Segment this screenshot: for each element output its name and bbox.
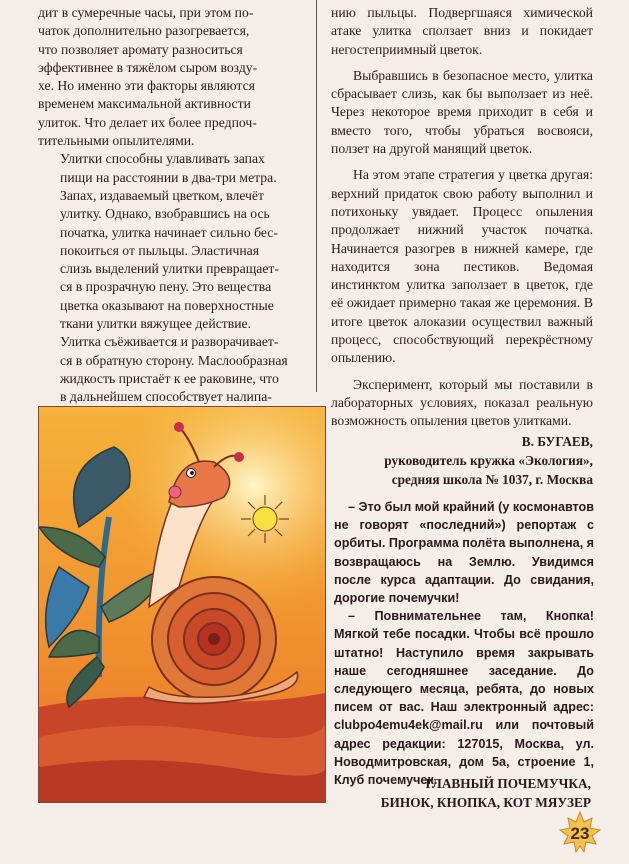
text-line: жидкость пристаёт к ее раковине, что	[60, 370, 279, 386]
right-column-text	[331, 4, 593, 439]
left-paragraph-1	[38, 4, 300, 150]
text-line: эффективнее в тяжёлом сыром возду-	[38, 59, 258, 75]
text-line: слизь выделений улитки превращает-	[60, 261, 279, 277]
signoff-line-2: БИНОК, КНОПКА, КОТ МЯУЗЕР	[380, 795, 591, 810]
dialog-paragraph-2: – Повнимательнее там, Кнопка! Мягкой тебе посадки. Чтобы всё прошло штатно! Наступило время закрывать наше сегодняшнее заседание. До следующего месяца, ребята, до новых писем от вас. Наш электронный адрес: clubpo4emu4ek@mail.ru или почтовый адрес редакции: 127015, Москва, ул. Новодмитровская, дом 5а, строение 1, Клуб почемучек.	[334, 609, 594, 788]
left-paragraph-2	[38, 150, 300, 406]
dialog-block	[334, 498, 594, 789]
snail-illustration	[38, 406, 326, 803]
signoff-line-1: ГЛАВНЫЙ ПОЧЕМУЧКА,	[425, 776, 591, 791]
author-name: В. БУГАЕВ,	[521, 434, 593, 449]
right-paragraph-2: Выбравшись в безопасное место, улитка сбрасывает слизь, как бы выползает из неё. Через некоторое время приходит в себя и вместо того, чтобы убраться восвояси, ползет на другой манящий цветок.	[331, 67, 593, 157]
text-line: тительными опылителями.	[38, 133, 195, 149]
sun-icon	[241, 495, 289, 543]
text-line: улитку. Однако, взобравшись на ось	[60, 206, 270, 222]
author-signature	[323, 432, 593, 489]
text-line: покоиться от пыльцы. Эластичная	[60, 242, 260, 258]
text-line: хе. Но именно эти факторы являются	[38, 78, 255, 94]
snail-shell	[152, 577, 276, 701]
text-line: улиток. Что делает их более предпоч-	[38, 114, 257, 130]
signoff	[321, 774, 591, 812]
text-line: ся в обратную сторону. Маслообразная	[60, 352, 288, 368]
text-line: початка, улитка начинает сильно бес-	[60, 224, 278, 240]
text-line: цветка оказывают на поверхностные	[60, 297, 274, 313]
right-paragraph-4: Эксперимент, который мы поставили в лабораторных условиях, показал реальную возможность опыления цветов улитками.	[331, 376, 593, 429]
text-line: Улитка съёживается и разворачивает-	[60, 334, 279, 350]
right-paragraph-3: На этом этапе стратегия у цветка другая: верхний придаток свою работу выполнил и потихоньку увядает. Процесс опыления продолжает нижний участок початка. Начинается разогрев в нижней камере, где находится зона пестиков. Ведомая инстинктом улитка заползает в цветок, где её ожидает примерно такая же церемония. В итоге цветок алоказии осуществил важный процесс, способствующий перекрёстному опылению.	[331, 167, 593, 366]
right-paragraph-1: нию пыльцы. Подвергшаяся химической атаке улитка сползает вниз и покидает негостеприимный цветок.	[331, 5, 593, 57]
text-line: в дальнейшем способствует налипа-	[60, 389, 272, 405]
text-line: пищи на расстоянии в два-три метра.	[60, 169, 277, 185]
text-line: дит в сумеречные часы, при этом по-	[38, 5, 254, 20]
dialog-paragraph-1: – Это был мой крайний (у космонавтов не говорят «последний») репортаж с орбиты. Программа полёта выполнена, я возвращаюсь на Землю. Увидимся после курса адаптации. До свидания, дорогие почемучки!	[334, 500, 594, 606]
page-number-badge	[556, 810, 604, 858]
page-number: 23	[570, 824, 590, 843]
text-line: чаток дополнительно разогревается,	[38, 23, 250, 39]
text-line: ся в прозрачную пену. Это вещества	[60, 279, 272, 295]
text-line: Запах, издаваемый цветком, влечёт	[60, 187, 264, 203]
text-line: что позволяет аромату разноситься	[38, 41, 243, 57]
author-school: средняя школа № 1037, г. Москва	[391, 472, 593, 487]
text-line: ткани улитки вяжущее действие.	[60, 316, 252, 332]
text-line: временем максимальной активности	[38, 96, 251, 112]
left-column-text	[38, 4, 300, 407]
text-line: Улитки способны улавливать запах	[60, 151, 265, 167]
author-role: руководитель кружка «Экология»,	[384, 453, 593, 468]
column-divider	[316, 0, 317, 392]
